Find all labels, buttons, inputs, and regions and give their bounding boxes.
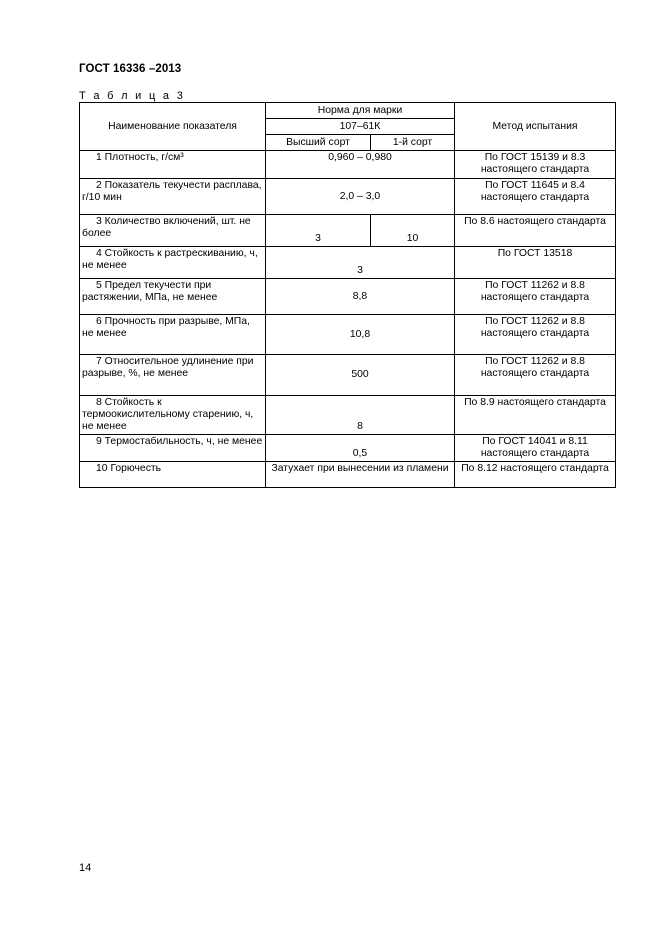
row-indicator-name: 9 Термостабильность, ч, не менее [80,435,266,462]
row-indicator-name: 5 Предел текучести при растяжении, МПа, не менее [80,279,266,315]
document-header: ГОСТ 16336 –2013 [79,63,182,75]
row-premium-value: 3 [266,215,371,247]
row-test-method: По ГОСТ 11262 и 8.8 настоящего стандарта [455,279,616,315]
row-norm-value: 500 [266,355,455,396]
row-test-method: По ГОСТ 14041 и 8.11 настоящего стандарта [455,435,616,462]
row-norm-value: 8,8 [266,279,455,315]
row-indicator-name: 3 Количество включений, шт. не более [80,215,266,247]
row-norm-value: 3 [266,247,455,279]
row-test-method: По ГОСТ 11262 и 8.8 настоящего стандарта [455,355,616,396]
header-norm: Норма для марки [266,103,455,119]
table-row [80,247,616,279]
header-method: Метод испытания [455,103,616,151]
row-norm-value: 0,5 [266,435,455,462]
row-indicator-name: 6 Прочность при разрыве, МПа, не менее [80,315,266,355]
row-norm-value: 8 [266,396,455,435]
row-indicator-name: 2 Показатель текучести расплава, г/10 мин [80,179,266,215]
row-norm-value: 2,0 – 3,0 [266,179,455,215]
table-row [80,215,616,247]
row-indicator-name: 1 Плотность, г/см³ [80,151,266,179]
row-test-method: По ГОСТ 11645 и 8.4 настоящего стандарта [455,179,616,215]
table-row [80,462,616,488]
table-row [80,315,616,355]
row-test-method: По ГОСТ 11262 и 8.8 настоящего стандарта [455,315,616,355]
header-indicator: Наименование показателя [80,103,266,151]
row-test-method: По 8.12 настоящего стандарта [455,462,616,488]
row-test-method: По 8.9 настоящего стандарта [455,396,616,435]
row-test-method: По 8.6 настоящего стандарта [455,215,616,247]
row-norm-value: 0,960 – 0,980 [266,151,455,179]
row-indicator-name: 10 Горючесть [80,462,266,488]
page-number: 14 [79,862,92,874]
specification-table [79,102,616,488]
row-indicator-name: 7 Относительное удлинение при разрыве, %, не менее [80,355,266,396]
row-first-value: 10 [371,215,455,247]
header-first-grade: 1-й сорт [371,135,455,151]
table-row [80,435,616,462]
table-row [80,151,616,179]
row-test-method: По ГОСТ 15139 и 8.3 настоящего стандарта [455,151,616,179]
header-premium-grade: Высший сорт [266,135,371,151]
row-norm-value: Затухает при вынесении из пламени [266,462,455,488]
table-row [80,279,616,315]
header-grade: 107–61К [266,119,455,135]
table-row [80,179,616,215]
row-norm-value: 10,8 [266,315,455,355]
row-indicator-name: 8 Стойкость к термоокислительному старению, ч, не менее [80,396,266,435]
row-test-method: По ГОСТ 13518 [455,247,616,279]
row-indicator-name: 4 Стойкость к растрескиванию, ч, не менее [80,247,266,279]
table-caption: Т а б л и ц а 3 [79,90,186,102]
table-row [80,355,616,396]
table-row [80,396,616,435]
